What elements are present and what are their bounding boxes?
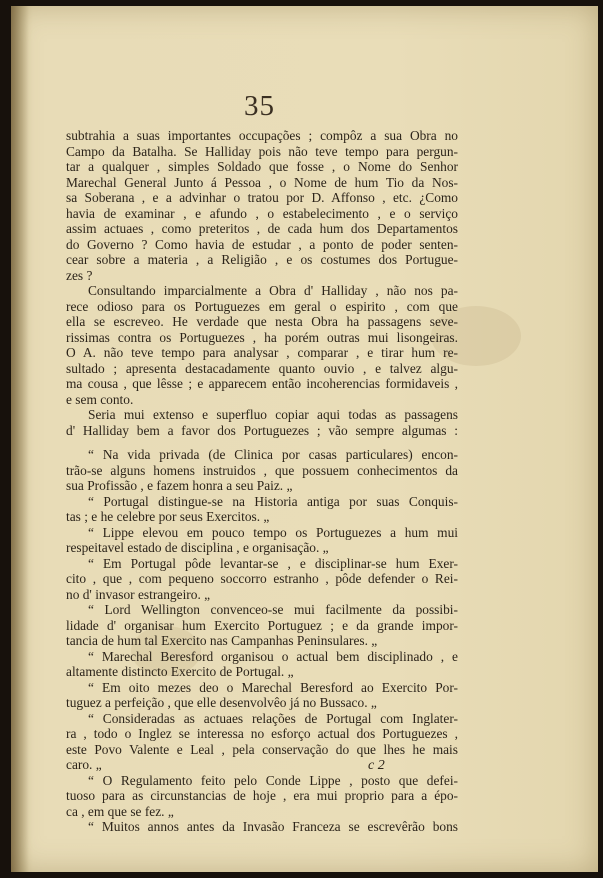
text-line: cito , que , com pequeno soccorro estranho , pôde defender o Rei- [66, 571, 458, 586]
text-line: “ Na vida privada (de Clinica por casas particulares) encon- [88, 447, 458, 462]
text-line: tuoso para as circunstancias de hoje , era mui proprio para a épo- [66, 788, 458, 803]
text-line: rece odioso para os Portuguezes em geral o espirito , com que [66, 298, 458, 314]
text-line: d' Halliday bem a favor dos Portuguezes ; vão sempre algumas : [66, 422, 458, 438]
text-line: ella se escreveo. He verdade que nesta Obra ha passagens seve- [66, 314, 458, 329]
text-line: caro. „ [66, 757, 102, 772]
text-line: sa Soberana , e a advinhar o tratou por D. Affonso , etc. ¿Como [66, 190, 458, 205]
text-line: “ Consideradas as actuaes relações de Portugal com Inglater- [88, 710, 458, 726]
text-line: altamente distincto Exercito de Portugal. „ [66, 664, 294, 679]
body-text [66, 128, 458, 835]
text-line: no d' invasor estrangeiro. „ [66, 586, 211, 602]
text-line: ca , em que se fez. „ [66, 803, 174, 819]
text-line: este Povo Valente e Leal , pela conservação do que lhes he mais [66, 741, 458, 757]
text-line: “ Lord Wellington convenceo-se mui facilmente da possibi- [88, 602, 458, 617]
text-line: “ Em oito mezes deo o Marechal Beresford ao Exercito Por- [88, 679, 458, 695]
text-line: Seria mui extenso e superfluo copiar aqui todas as passagens [88, 407, 458, 422]
text-line: “ Em Portugal pôde levantar-se , e disciplinar-se hum Exer- [88, 555, 458, 571]
binding-shadow [11, 6, 29, 872]
text-line: havia de examinar , e afundo , o estabelecimento , e o serviço [66, 205, 458, 221]
text-line: subtrahia a suas importantes occupações ; compôz a sua Obra no [66, 128, 458, 143]
text-line: tas ; e he celebre por seus Exercitos. „ [66, 509, 270, 524]
signature-mark: c 2 [368, 758, 385, 773]
text-line: ma cousa , que lêsse ; e apparecem então incoherencias formidaveis , [66, 376, 458, 391]
text-line: Marechal General Junto á Pessoa , o Nome de hum Tio da Nos- [66, 174, 458, 190]
text-line: zes ? [66, 267, 93, 283]
text-line: lidade d' organisar hum Exercito Portuguez ; e da grande impor- [66, 617, 458, 633]
text-line: tancia de hum tal Exercito nas Campanhas Peninsulares. „ [66, 633, 378, 648]
text-line: “ Muitos annos antes da Invasão Franceza se escrevêrão bons [88, 819, 458, 834]
text-line: Consultando imparcialmente a Obra d' Halliday , não nos pa- [88, 283, 458, 298]
text-line: rissimas contra os Portuguezes , ha porém outras mui lisongeiras. [66, 329, 458, 345]
text-line: ra , todo o Inglez se interessa no esforço actual dos Portuguezes , [66, 726, 458, 741]
text-line: tar a qualquer , simples Soldado que fosse , o Nome do Senhor [66, 159, 458, 174]
text-line: sultado ; apresenta destacadamente quanto ouvio , e talvez algu- [66, 360, 458, 376]
text-line: trão-se alguns homens instruidos , que possuem conhecimentos da [66, 462, 458, 478]
text-line: do Governo ? Como havia de estudar , a ponto de poder senten- [66, 236, 458, 252]
text-line: O A. não teve tempo para analysar , comparar , e tirar hum re- [66, 345, 458, 360]
text-line: tuguez a perfeição , que elle desenvolvêo já no Bussaco. „ [66, 695, 377, 710]
text-line: “ O Regulamento feito pelo Conde Lippe , posto que defei- [88, 772, 458, 788]
text-line: “ Lippe elevou em pouco tempo os Portuguezes a hum mui [88, 524, 458, 540]
text-line: e sem conto. [66, 391, 134, 407]
text-line: cear sobre a materia , a Religião , e os costumes dos Portugue- [66, 252, 458, 267]
paragraph-gap [66, 438, 458, 447]
text-line: respeitavel estado de disciplina , e organisação. „ [66, 540, 329, 555]
text-line: sua Profissão , e fazem honra a seu Paiz. „ [66, 478, 293, 493]
text-line: “ Marechal Beresford organisou o actual bem disciplinado , e [88, 648, 458, 664]
text-line: Campo da Batalha. Se Halliday pois não teve tempo para pergun- [66, 143, 458, 159]
text-line: assim actuaes , como preteritos , de cada hum dos Departamentos [66, 221, 458, 236]
text-line: “ Portugal distingue-se na Historia antiga por suas Conquis- [88, 493, 458, 509]
page-number: 35 [244, 90, 275, 122]
